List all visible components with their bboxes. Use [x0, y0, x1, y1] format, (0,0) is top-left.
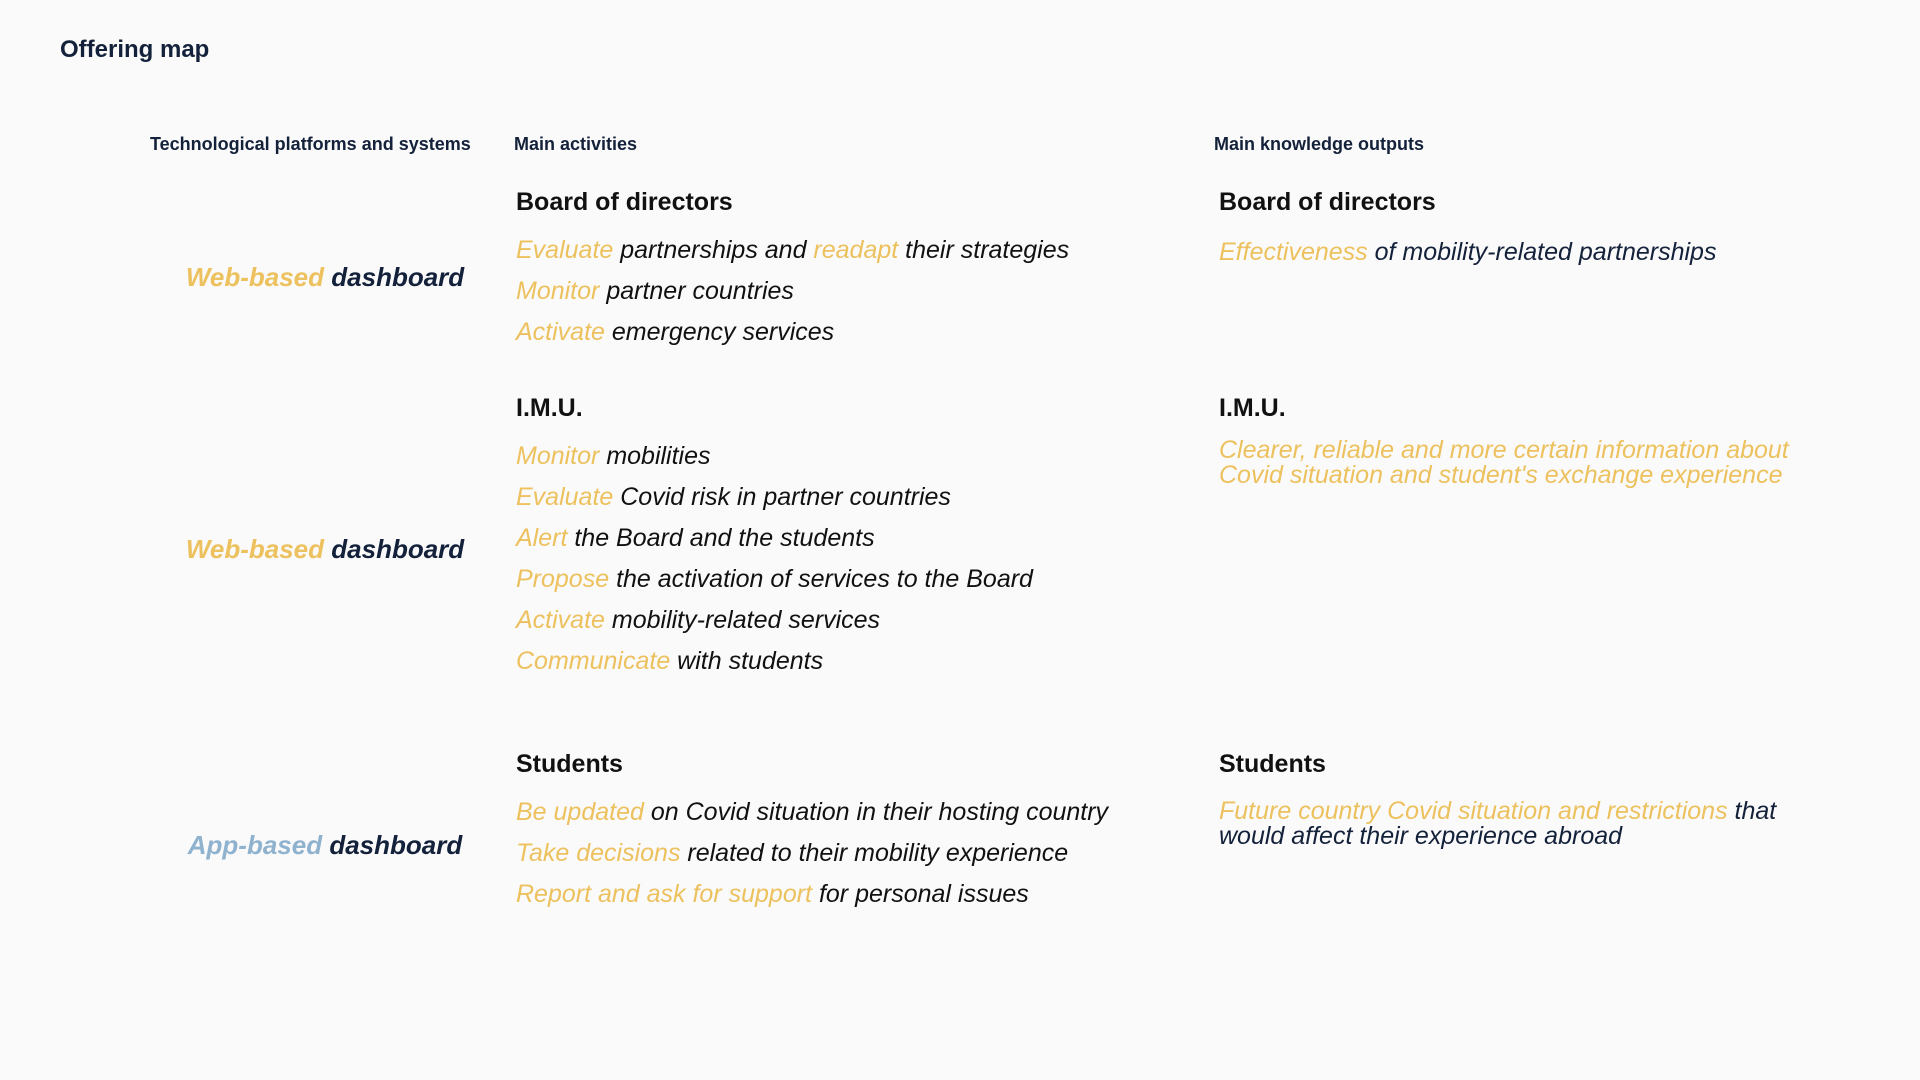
platform-name: dashboard	[329, 830, 463, 860]
activity-text: their strategies	[898, 236, 1070, 264]
activity-item	[516, 606, 880, 635]
activity-verb: Communicate	[516, 647, 671, 675]
outputs-title-board: Board of directors	[1219, 188, 1436, 216]
activity-text: emergency services	[604, 318, 835, 346]
platform-web-dashboard-board	[160, 262, 490, 293]
activity-verb: readapt	[813, 236, 899, 264]
activities-title-imu: I.M.U.	[516, 394, 583, 422]
activity-verb: Take decisions	[516, 839, 681, 867]
platform-name: dashboard	[331, 534, 465, 564]
column-header-outputs: Main knowledge outputs	[1214, 134, 1424, 154]
activity-verb: Alert	[516, 524, 568, 552]
activity-item	[516, 839, 1068, 868]
activity-text: on Covid situation in their hosting country	[643, 798, 1109, 826]
platform-type: Web-based	[185, 534, 325, 564]
activity-verb: Monitor	[516, 277, 600, 305]
activity-text: mobility-related services	[604, 606, 881, 634]
output-rest: of mobility-related partnerships	[1367, 238, 1717, 266]
page-title: Offering map	[60, 36, 210, 63]
output-accent: Effectiveness	[1219, 238, 1368, 266]
activity-verb: Monitor	[516, 442, 600, 470]
activity-verb: Report and ask for support	[516, 880, 812, 908]
activity-text: partner countries	[599, 277, 794, 305]
output-accent: Future country Covid situation and restrictions	[1219, 797, 1728, 825]
activity-verb: Activate	[516, 318, 605, 346]
activity-text: with students	[670, 647, 824, 675]
activity-item	[516, 880, 1029, 909]
activity-verb: Propose	[516, 565, 610, 593]
activity-item	[516, 442, 711, 471]
platform-web-dashboard-imu	[160, 534, 490, 565]
activity-item	[516, 798, 1108, 827]
activity-text: the Board and the students	[567, 524, 875, 552]
activity-text: Covid risk in partner countries	[613, 483, 951, 511]
output-rest: that would affect their experience abroad	[1219, 797, 1777, 850]
outputs-title-imu: I.M.U.	[1219, 394, 1286, 422]
activity-text: the activation of services to the Board	[609, 565, 1033, 593]
platform-type: App-based	[187, 830, 323, 860]
platform-type: Web-based	[185, 262, 325, 292]
activity-item	[516, 647, 823, 676]
activity-item	[516, 524, 875, 553]
output-text-board	[1219, 240, 1799, 265]
column-header-platforms: Technological platforms and systems	[150, 134, 471, 154]
activity-item	[516, 277, 794, 306]
activity-text: mobilities	[599, 442, 711, 470]
activities-title-students: Students	[516, 750, 623, 778]
activity-item	[516, 483, 951, 512]
output-accent: Clearer, reliable and more certain information about Covid situation and student's exchange experience	[1219, 436, 1789, 489]
activity-verb: Evaluate	[516, 483, 614, 511]
activity-text: for personal issues	[812, 880, 1029, 908]
activity-item	[516, 236, 1069, 265]
output-text-imu	[1219, 438, 1799, 488]
platform-name: dashboard	[331, 262, 465, 292]
outputs-title-students: Students	[1219, 750, 1326, 778]
activities-title-board: Board of directors	[516, 188, 733, 216]
activity-verb: Activate	[516, 606, 605, 634]
activity-item	[516, 318, 834, 347]
platform-app-dashboard-students	[160, 830, 490, 861]
activity-text: partnerships and	[613, 236, 814, 264]
activity-verb: Evaluate	[516, 236, 614, 264]
column-header-activities: Main activities	[514, 134, 638, 154]
activity-verb: Be updated	[516, 798, 644, 826]
output-text-students	[1219, 799, 1799, 849]
activity-item	[516, 565, 1033, 594]
activity-text: related to their mobility experience	[680, 839, 1069, 867]
